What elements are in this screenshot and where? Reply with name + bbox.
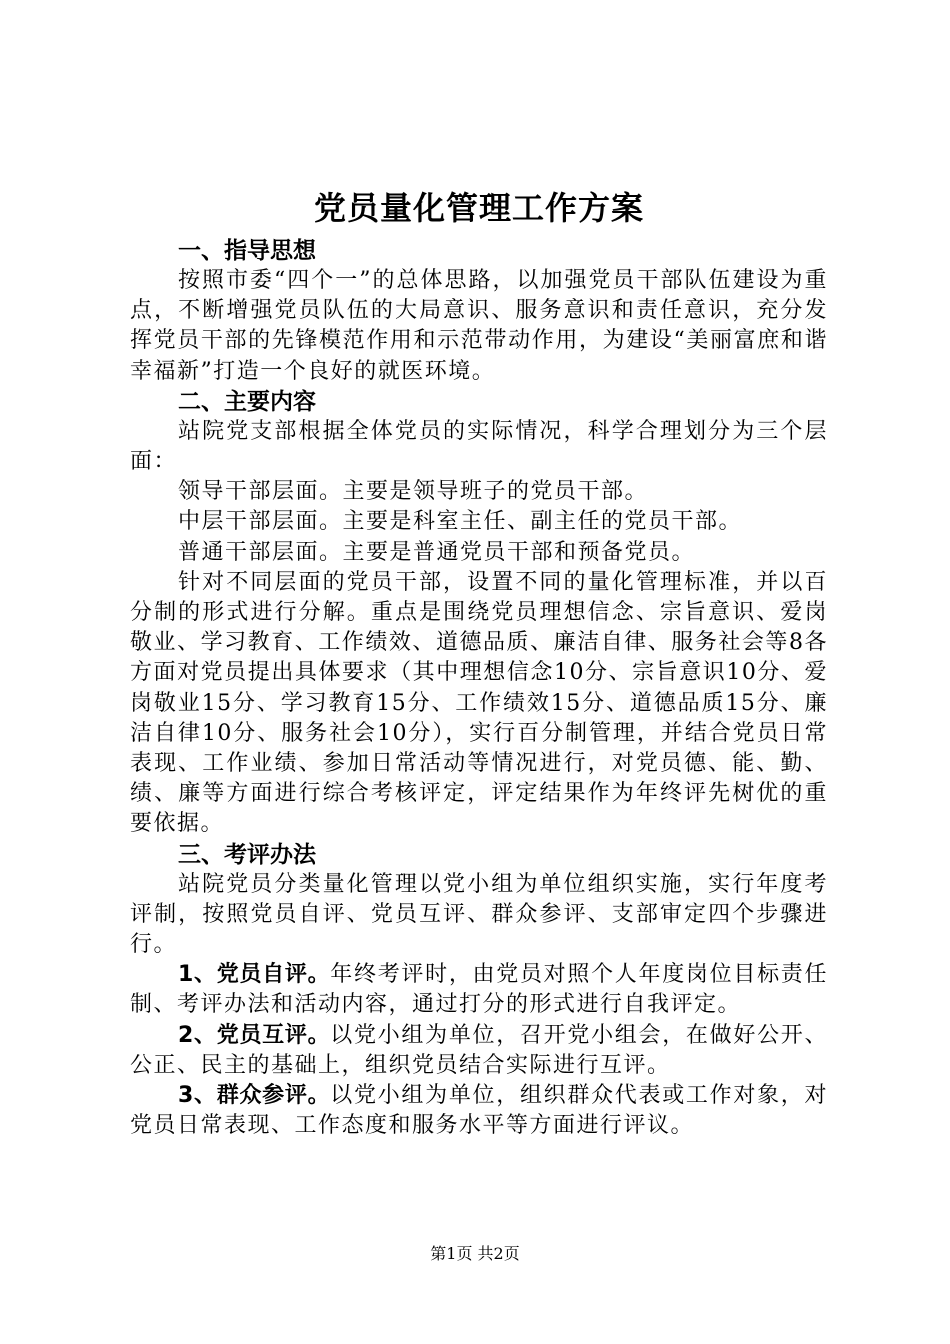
- body-paragraph: 领导干部层面。主要是领导班子的党员干部。: [178, 479, 649, 505]
- step-text: 以党小组为单位，召开党小组会，在做好公开、公正、民主的基础上，组织党员结合实际进行互评。: [130, 1022, 828, 1078]
- section-main-content: [130, 387, 828, 840]
- document-page: [130, 180, 828, 1141]
- step-paragraph: [130, 1081, 828, 1141]
- section-guiding-ideology: [130, 236, 828, 387]
- document-title: 党员量化管理工作方案: [313, 189, 644, 227]
- step-text: 年终考评时，由党员对照个人年度岗位目标责任制、考评办法和活动内容，通过打分的形式进行自我评定。: [130, 962, 828, 1018]
- section-heading: 一、指导思想: [178, 238, 316, 264]
- step-lead: 1、党员自评。: [178, 962, 331, 988]
- body-paragraph: 站院党员分类量化管理以党小组为单位组织实施，实行年度考评制，按照党员自评、党员互评、群众参评、支部审定四个步骤进行。: [130, 871, 828, 958]
- step-paragraph: [130, 960, 828, 1020]
- section-heading: 二、主要内容: [178, 388, 316, 415]
- body-paragraph: 普通干部层面。主要是普通党员干部和预备党员。: [178, 539, 696, 565]
- step-paragraph: [130, 1021, 828, 1081]
- step-text: 以党小组为单位，组织群众代表或工作对象，对党员日常表现、工作态度和服务水平等方面进行评议。: [130, 1083, 828, 1139]
- body-paragraph: 站院党支部根据全体党员的实际情况，科学合理划分为三个层面：: [130, 418, 828, 475]
- page-number-footer: 第1页 共2页: [430, 1244, 520, 1263]
- body-paragraph: 中层干部层面。主要是科室主任、副主任的党员干部。: [178, 509, 743, 535]
- section-heading: 三、考评办法: [178, 841, 316, 868]
- body-paragraph: 按照市委“四个一”的总体思路，以加强党员干部队伍建设为重点，不断增强党员队伍的大局意识、服务意识和责任意识，充分发挥党员干部的先锋模范作用和示范带动作用，为建设“美丽富庶和谐幸福新”打造一个良好的就医环境。: [130, 268, 828, 384]
- step-lead: 3、群众参评。: [178, 1083, 331, 1109]
- step-lead: 2、党员互评。: [178, 1022, 331, 1048]
- section-evaluation-method: [130, 840, 828, 1142]
- body-paragraph: 针对不同层面的党员干部，设置不同的量化管理标准，并以百分制的形式进行分解。重点是围绕党员理想信念、宗旨意识、爱岗敬业、学习教育、工作绩效、道德品质、廉洁自律、服务社会等8各方面对党员提出具体要求（其中理想信念10分、宗旨意识10分、爱岗敬业15分、学习教育15分、工作绩效15分、道德品质15分、廉洁自律10分、服务社会10分），实行百分制管理，并结合党员日常表现、工作业绩、参加日常活动等情况进行，对党员德、能、勤、绩、廉等方面进行综合考核评定，评定结果作为年终评先树优的重要依据。: [130, 569, 828, 837]
